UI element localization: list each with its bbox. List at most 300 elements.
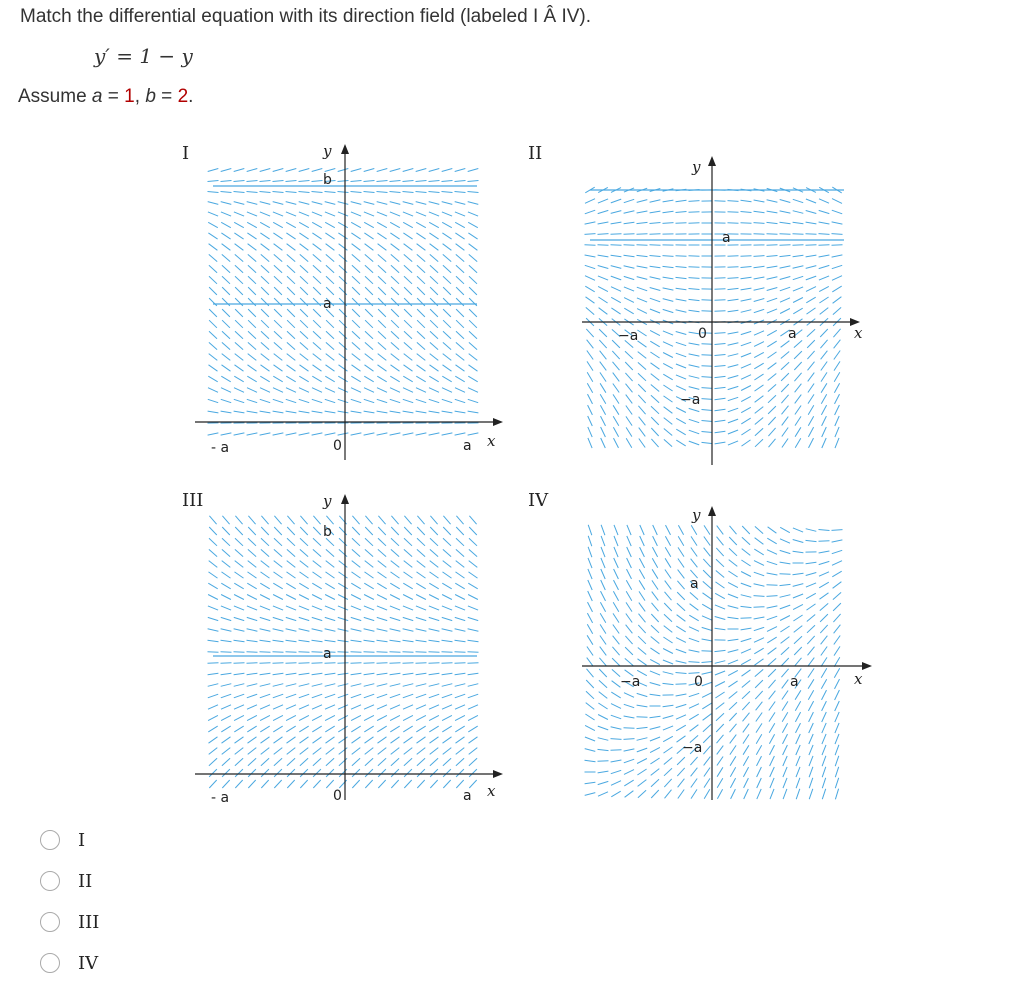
slope-segment	[614, 580, 619, 590]
slope-segment	[299, 629, 310, 631]
slope-segment	[351, 726, 360, 732]
slope-segment	[234, 181, 245, 182]
slope-segment	[702, 703, 711, 709]
slope-segment	[769, 723, 775, 732]
slope-segment	[391, 254, 399, 261]
slope-segment	[637, 298, 647, 302]
slope-segment	[613, 625, 619, 634]
slope-segment	[715, 366, 726, 367]
y-axis-label: y	[322, 492, 332, 510]
slope-segment	[364, 202, 375, 205]
slope-segment	[780, 616, 790, 621]
slope-segment	[234, 629, 245, 631]
slope-segment	[339, 561, 348, 568]
slope-segment	[676, 408, 686, 413]
slope-segment	[456, 287, 464, 295]
choice-IV[interactable]	[40, 949, 99, 977]
slope-segment	[234, 212, 244, 216]
slope-segment	[351, 233, 360, 239]
slope-segment	[339, 298, 347, 306]
slope-segment	[613, 591, 618, 601]
slope-segment	[834, 625, 841, 634]
slope-segment	[755, 680, 763, 688]
slope-segment	[286, 617, 296, 620]
slope-segment	[624, 255, 635, 256]
slope-segment	[390, 433, 401, 435]
slope-segment	[614, 438, 619, 448]
slope-segment	[234, 640, 245, 641]
slope-segment	[795, 701, 800, 711]
comma: ,	[135, 86, 140, 107]
slope-segment	[234, 399, 244, 402]
slope-segment	[639, 580, 645, 589]
slope-segment	[768, 428, 775, 436]
slope-segment	[325, 595, 335, 600]
field-label-I: I	[182, 143, 189, 164]
slope-segment	[611, 791, 620, 797]
slope-segment	[780, 527, 790, 532]
tick-a: a	[463, 788, 472, 804]
slope-segment	[783, 767, 787, 777]
slope-segment	[808, 373, 815, 382]
slope-segment	[273, 376, 282, 382]
slope-segment	[417, 265, 425, 272]
slope-segment	[769, 702, 775, 711]
slope-segment	[417, 365, 426, 371]
slope-segment	[430, 265, 438, 272]
slope-segment	[377, 705, 387, 709]
slope-segment	[469, 572, 478, 578]
slope-segment	[754, 256, 765, 257]
slope-segment	[781, 395, 788, 403]
slope-segment	[468, 388, 478, 393]
slope-segment	[600, 394, 606, 404]
slope-segment	[715, 431, 726, 433]
slope-segment	[299, 376, 308, 382]
slope-segment	[416, 715, 426, 720]
slope-segment	[469, 538, 477, 546]
slope-segment	[222, 527, 230, 535]
slope-segment	[638, 373, 646, 381]
slope-segment	[247, 726, 256, 732]
slope-segment	[638, 406, 645, 414]
slope-segment	[351, 694, 361, 698]
slope-segment	[235, 320, 243, 328]
slope-segment	[339, 265, 347, 272]
choice-III[interactable]	[40, 908, 99, 936]
slope-segment	[780, 266, 791, 268]
slope-segment	[234, 705, 244, 709]
slope-segment	[260, 212, 270, 216]
slope-segment	[429, 595, 439, 600]
slope-segment	[611, 704, 621, 709]
slope-segment	[588, 416, 593, 426]
slope-segment	[312, 222, 322, 227]
slope-segment	[757, 756, 762, 766]
slope-segment	[248, 365, 257, 371]
slope-segment	[743, 734, 749, 743]
slope-segment	[663, 649, 673, 654]
slope-segment	[222, 354, 231, 361]
slope-segment	[390, 684, 401, 687]
slope-segment	[312, 376, 321, 382]
slope-segment	[274, 527, 282, 535]
slope-segment	[832, 255, 843, 257]
slope-segment	[587, 635, 593, 644]
slope-segment	[806, 222, 817, 224]
slope-segment	[390, 222, 400, 227]
slope-segment	[624, 211, 635, 213]
slope-segment	[809, 789, 813, 799]
slope-segment	[600, 636, 606, 645]
slope-segment	[793, 584, 804, 587]
slope-segment	[717, 757, 723, 766]
slope-segment	[728, 397, 738, 400]
slope-segment	[364, 694, 374, 698]
slope-segment	[741, 429, 750, 435]
slope-segment	[377, 617, 387, 620]
slope-segment	[273, 192, 284, 193]
slope-segment	[417, 780, 424, 788]
slope-segment	[598, 286, 608, 291]
radio-button[interactable]	[40, 871, 60, 891]
direction-field-III	[195, 490, 515, 810]
slope-segment	[754, 331, 764, 335]
slope-segment	[209, 538, 217, 546]
slope-segment	[650, 277, 661, 279]
slope-segment	[716, 703, 725, 710]
slope-segment	[404, 342, 412, 349]
slope-segment	[390, 399, 400, 402]
slope-segment	[429, 181, 440, 182]
slope-segment	[208, 684, 219, 687]
slope-segment	[352, 331, 360, 338]
slope-segment	[717, 789, 722, 799]
slope-segment	[455, 399, 465, 402]
slope-segment	[416, 684, 427, 687]
slope-segment	[234, 617, 244, 620]
slope-segment	[819, 255, 830, 257]
slope-segment	[742, 526, 750, 534]
choice-II[interactable]	[40, 867, 99, 895]
slope-segment	[611, 245, 622, 246]
slope-segment	[442, 694, 452, 698]
slope-segment	[390, 663, 401, 664]
tick-neg-a: - a	[211, 440, 229, 456]
slope-segment	[599, 680, 607, 687]
slope-segment	[235, 309, 243, 317]
slope-segment	[796, 789, 800, 799]
slope-segment	[755, 407, 764, 414]
slope-segment	[261, 320, 269, 328]
slope-segment	[300, 561, 309, 568]
slope-segment	[339, 244, 348, 251]
slope-segment	[313, 561, 322, 568]
slope-segment	[651, 428, 658, 436]
slope-segment	[287, 780, 294, 788]
slope-segment	[715, 398, 726, 399]
slope-segment	[261, 287, 269, 295]
slope-segment	[209, 561, 218, 568]
slope-segment	[234, 376, 243, 382]
slope-segment	[637, 222, 648, 223]
slope-segment	[806, 211, 817, 214]
slope-segment	[455, 617, 465, 620]
slope-segment	[260, 433, 271, 435]
slope-segment	[312, 684, 323, 687]
slope-segment	[598, 726, 608, 730]
slope-segment	[780, 298, 790, 302]
slope-segment	[834, 636, 840, 645]
slope-segment	[365, 758, 373, 765]
x-axis-arrow	[493, 770, 503, 778]
slope-segment	[663, 660, 673, 664]
slope-segment	[338, 694, 348, 698]
slope-segment	[780, 309, 790, 314]
slope-segment	[767, 330, 777, 335]
slope-segment	[235, 748, 244, 755]
slope-segment	[455, 673, 466, 675]
slope-segment	[313, 365, 322, 371]
slope-segment	[676, 256, 687, 257]
slope-segment	[611, 760, 622, 762]
slope-segment	[248, 769, 256, 777]
slope-segment	[273, 399, 283, 402]
slope-segment	[794, 351, 802, 359]
slope-segment	[821, 362, 827, 371]
slope-segment	[273, 433, 284, 435]
slope-segment	[730, 745, 736, 754]
slope-segment	[430, 549, 438, 556]
tick-a: a	[790, 674, 799, 690]
slope-segment	[235, 516, 242, 524]
slope-segment	[469, 769, 477, 777]
slope-segment	[248, 244, 257, 251]
slope-segment	[702, 639, 713, 641]
slope-segment	[403, 169, 414, 172]
slope-segment	[456, 780, 463, 788]
slope-segment	[637, 277, 648, 280]
slope-segment	[377, 694, 387, 698]
x-axis-arrow	[493, 418, 503, 426]
slope-segment	[598, 266, 609, 269]
slope-segment	[326, 342, 334, 349]
slope-segment	[585, 782, 596, 784]
slope-segment	[404, 287, 412, 295]
slope-segment	[261, 354, 270, 361]
slope-segment	[624, 234, 635, 235]
slope-segment	[676, 704, 687, 707]
slope-segment	[715, 650, 726, 651]
slope-segment	[676, 649, 686, 653]
slope-segment	[274, 365, 283, 371]
slope-segment	[234, 673, 245, 675]
slope-segment	[404, 298, 412, 306]
slope-segment	[794, 626, 803, 633]
slope-segment	[663, 705, 674, 707]
slope-segment	[834, 372, 840, 381]
slope-segment	[638, 790, 646, 797]
tick-neg-a: −a	[618, 328, 638, 344]
slope-segment	[611, 727, 622, 729]
slope-segment	[260, 694, 270, 698]
slope-segment	[767, 596, 778, 597]
slope-segment	[300, 287, 308, 295]
slope-segment	[806, 573, 817, 576]
slope-segment	[468, 694, 478, 698]
slope-segment	[806, 562, 817, 564]
slope-segment	[651, 385, 659, 392]
slope-segment	[676, 277, 687, 278]
slope-segment	[598, 738, 609, 741]
slope-segment	[664, 439, 672, 446]
slope-segment	[767, 585, 778, 586]
slope-segment	[678, 779, 685, 788]
slope-segment	[273, 715, 283, 720]
slope-segment	[809, 734, 813, 744]
slope-segment	[821, 394, 826, 404]
slope-segment	[455, 411, 466, 413]
slope-segment	[404, 549, 412, 556]
slope-segment	[780, 277, 791, 280]
slope-segment	[833, 297, 842, 304]
slope-segment	[300, 354, 309, 361]
slope-segment	[588, 558, 592, 568]
slope-segment	[741, 572, 751, 577]
slope-segment	[754, 607, 765, 608]
slope-segment	[455, 202, 466, 205]
slope-segment	[273, 606, 283, 610]
slope-segment	[416, 673, 427, 675]
slope-segment	[312, 212, 322, 216]
slope-segment	[221, 715, 231, 720]
slope-segment	[326, 365, 335, 371]
slope-segment	[364, 212, 374, 216]
slope-segment	[378, 276, 386, 284]
slope-segment	[416, 169, 427, 172]
slope-segment	[312, 705, 322, 709]
slope-segment	[651, 614, 658, 622]
slope-segment	[741, 342, 751, 346]
slope-segment	[624, 739, 635, 740]
slope-segment	[260, 629, 271, 631]
answer-choices	[40, 826, 99, 990]
slope-segment	[796, 734, 801, 744]
slope-segment	[365, 287, 373, 295]
slope-segment	[665, 790, 672, 799]
slope-segment	[429, 233, 438, 239]
slope-segment	[625, 373, 632, 381]
slope-segment	[352, 758, 360, 765]
slope-segment	[365, 354, 374, 361]
slope-segment	[664, 614, 672, 621]
slope-segment	[821, 657, 827, 666]
slope-segment	[442, 222, 452, 227]
slope-segment	[637, 748, 647, 752]
slope-segment	[248, 780, 255, 788]
slope-segment	[676, 661, 687, 663]
slope-segment	[455, 233, 464, 239]
radio-button[interactable]	[40, 830, 60, 850]
slope-segment	[274, 298, 282, 306]
slope-segments-II	[585, 187, 845, 448]
slope-segment	[313, 737, 322, 743]
slope-segment	[625, 658, 633, 665]
slope-segment	[416, 433, 427, 435]
slope-segment	[456, 276, 464, 284]
slope-segment	[273, 726, 282, 732]
slope-segment	[834, 340, 841, 349]
slope-segment	[651, 625, 659, 633]
slope-segment	[221, 192, 232, 193]
slope-segment	[430, 769, 438, 777]
slope-segment	[728, 660, 738, 664]
slope-segment	[234, 433, 245, 435]
slope-segment	[783, 734, 788, 744]
slope-segment	[456, 254, 464, 261]
slope-segment	[299, 715, 309, 720]
slope-segment	[442, 212, 452, 216]
slope-segment	[326, 748, 335, 755]
slope-segment	[821, 679, 826, 689]
slope-segment	[234, 388, 244, 393]
slope-segment	[299, 705, 309, 709]
slope-segment	[287, 758, 295, 765]
slope-segment	[222, 287, 230, 295]
slope-segment	[782, 723, 787, 733]
slope-segment	[273, 640, 284, 641]
slope-segment	[728, 343, 739, 345]
slope-segment	[678, 547, 684, 556]
slope-segment	[404, 309, 412, 317]
slope-segment	[613, 636, 620, 645]
slope-segment	[741, 396, 751, 401]
slope-segment	[377, 684, 388, 687]
radio-button[interactable]	[40, 912, 60, 932]
slope-segment	[833, 307, 841, 314]
slope-segment	[260, 673, 271, 675]
slope-segment	[793, 211, 804, 214]
slope-segment	[650, 330, 660, 335]
slope-segment	[742, 440, 751, 446]
slope-segment	[403, 181, 414, 182]
slope-segment	[691, 779, 697, 788]
slope-segment	[390, 233, 399, 239]
slope-segment	[704, 778, 710, 787]
slope-segment	[403, 212, 413, 216]
slope-segment	[390, 640, 401, 641]
slope-segment	[325, 192, 336, 193]
slope-segment	[365, 254, 373, 261]
slope-segment	[819, 199, 829, 203]
choice-I[interactable]	[40, 826, 99, 854]
slope-segment	[221, 222, 231, 227]
slope-segment	[312, 399, 322, 402]
slope-segment	[351, 663, 362, 664]
radio-button[interactable]	[40, 953, 60, 973]
slope-segment	[403, 583, 412, 589]
slope-segment	[351, 583, 360, 589]
slope-segment	[677, 768, 684, 776]
slope-segment	[352, 354, 361, 361]
slope-segment	[468, 684, 479, 687]
slope-segment	[742, 537, 750, 544]
slope-segment	[221, 169, 232, 172]
slope-segment	[793, 540, 804, 543]
slope-segment	[287, 287, 295, 295]
slope-segment	[676, 418, 686, 423]
slope-segment	[832, 561, 842, 566]
